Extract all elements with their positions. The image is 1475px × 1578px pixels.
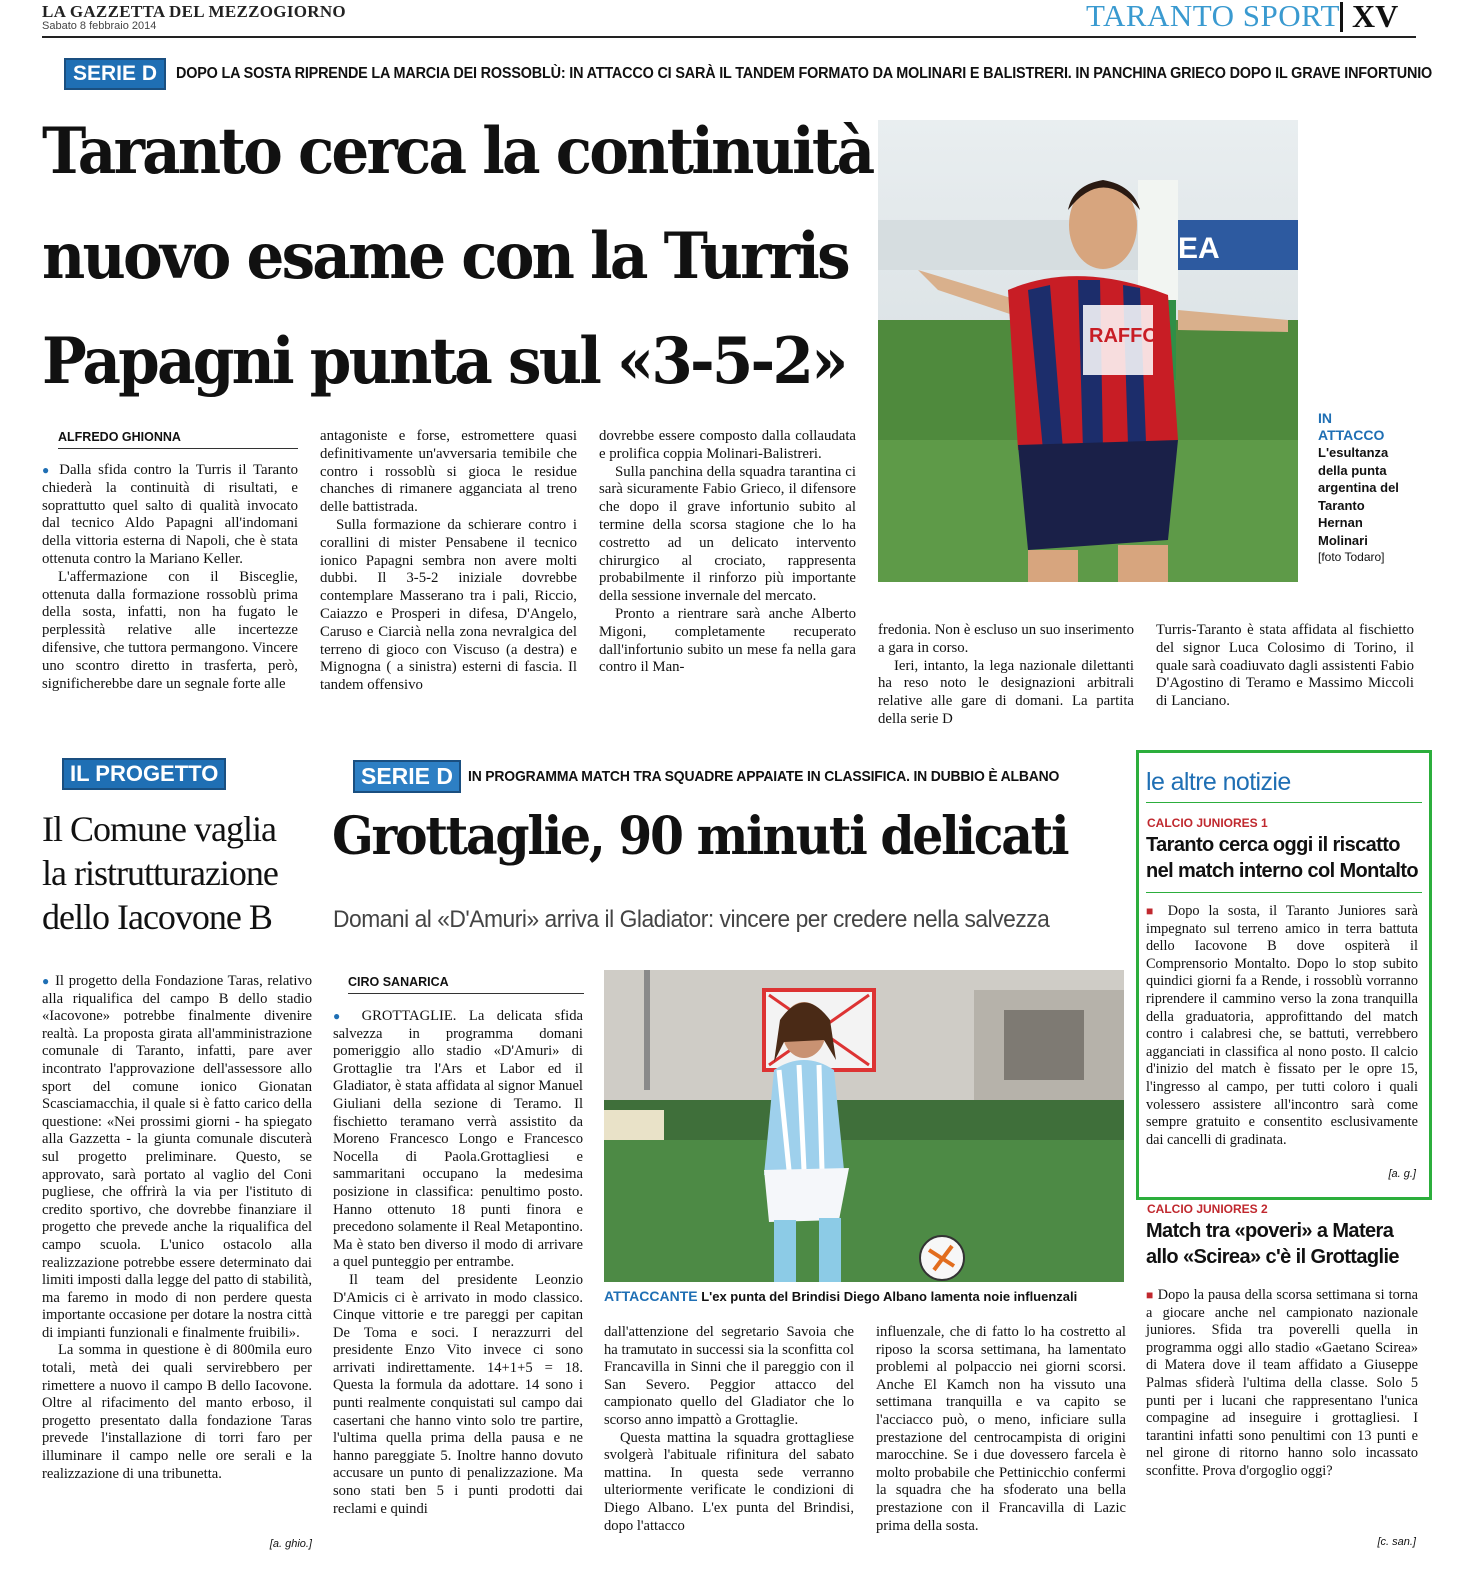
caption-text: L'ex punta del Brindisi Diego Albano lamenta noie influenzali [701, 1289, 1078, 1304]
paragraph: dall'attenzione del segretario Savoia che ha tramutato in successi sia la sconfitta col Francavilla in Sinni che il pareggio con il San Severo. Peggior attacco del campionato quello del Gladiator che lo scorso anno impattò a Grottaglie. [604, 1324, 854, 1428]
sidebar-title: le altre notizie [1146, 768, 1291, 796]
paragraph: Sulla panchina della squadra tarantina ci sarà sicuramente Fabio Grieco, il difensore che dopo il grave infortunio subito al termine della scorsa stagione che lo ha costretto ad un delicato intervento chirurgico al crociato, rappresenta probabilmente il rinforzo più importante della sessione invernale del mercato. [599, 463, 856, 605]
article-column [42, 973, 312, 1483]
paragraph: Dopo la pausa della scorsa settimana si torna a giocare anche nel campionato nazionale juniores. Sfida tra poverelli quella in programma oggi allo stadio «Gaetano Scirea» di Matera dove il team affidato a Giuseppe Palmas sfiderà l'ultima della classe. Solo 5 punti per i lucani che rappresentano l'unica compagine ad inseguire i grottagliesi. I tarantini infatti sono penultimi con 13 punti e nel girone di ritorno hanno solo incassato sconfitte. Prova d'orgoglio oggi? [1146, 1287, 1419, 1479]
masthead-rule [42, 36, 1416, 38]
byline: CIRO SANARICA [348, 975, 584, 994]
caption-line: argentina del [1318, 480, 1399, 495]
article-column-2 [604, 1324, 854, 1535]
author-initials: [c. san.] [1377, 1536, 1416, 1548]
headline-line-1: Taranto cerca la continuità [42, 114, 873, 189]
headline-line-1: Il Comune vaglia [42, 809, 276, 849]
issue-date: Sabato 8 febbraio 2014 [42, 20, 157, 32]
news-kicker: CALCIO JUNIORES 2 [1147, 1202, 1268, 1216]
bullet-square-icon: ■ [1146, 904, 1159, 918]
page-number: XV [1352, 0, 1399, 34]
bullet-dot-icon: ● [333, 1009, 350, 1023]
article-column-2 [320, 428, 577, 695]
headline-line: allo «Scirea» c'è il Grottaglie [1146, 1246, 1399, 1268]
article-column-1 [333, 1008, 583, 1518]
photo-credit: [foto Todaro] [1318, 550, 1385, 564]
section-title: TARANTO SPORT [1086, 0, 1340, 33]
paragraph: Turris-Taranto è stata affidata al fischietto del signor Luca Colosimo di Torino, il quale sarà coadiuvato dagli assistenti Fabio D'Agostino di Teramo e Massimo Miccoli di Lanciano. [1156, 622, 1414, 710]
subheadline: Domani al «D'Amuri» arriva il Gladiator: vincere per credere nella salvezza [333, 906, 1050, 933]
paragraph: La somma in questione è di 800mila euro totali, metà dei quali servirebbero per rimettere a nuovo il campo B dello Iacovone. Oltre al rifacimento del manto erboso, il progetto presentato dalla fondazione Taras prevede l'installazione di torri faro per illuminare il campo nelle ore serali e la realizzazione di una tribunetta. [42, 1342, 312, 1482]
headline-line-2: la ristrutturazione [42, 853, 278, 893]
headline-line: nel match interno col Montalto [1146, 860, 1419, 882]
news-headline [1146, 1218, 1399, 1270]
paragraph: L'affermazione con il Bisceglie, ottenuta dalla formazione rossoblù prima della sosta, infatti, non ha fugato le perplessità relative alle incertezze difensive, che tuttora permangono. Vincere uno scontro diretto in trasferta, però, significherebbe dare un segnale forte alle [42, 568, 298, 692]
headline-line-2: nuovo esame con la Turris [42, 219, 848, 294]
article-kicker: DOPO LA SOSTA RIPRENDE LA MARCIA DEI ROSSOBLÙ: IN ATTACCO CI SARÀ IL TANDEM FORMATO DA MOLINARI E BALISTRERI. IN PANCHINA GRIECO DOPO IL GRAVE INFORTUNIO [176, 65, 1433, 82]
il-progetto-badge: IL PROGETTO [62, 758, 226, 790]
author-initials: [a. ghio.] [269, 1538, 312, 1550]
serie-d-badge: SERIE D [353, 760, 461, 793]
news-body [1146, 903, 1418, 1149]
headline-line: Taranto cerca oggi il riscatto [1146, 834, 1400, 856]
caption-kicker: ATTACCANTE [604, 1288, 698, 1304]
caption-kicker: ATTACCO [1318, 427, 1385, 443]
headline-line-3: dello Iacovone B [42, 897, 272, 937]
news-headline [1146, 832, 1418, 884]
sidebar-rule [1146, 892, 1422, 893]
bullet-dot-icon: ● [42, 463, 53, 477]
paragraph: Ieri, intanto, la lega nazionale dilettanti ha reso noto le designazioni arbitrali relative alle gare di domani. La partita della serie D [878, 657, 1134, 727]
article-kicker: IN PROGRAMMA MATCH TRA SQUADRE APPAIATE IN CLASSIFICA. IN DUBBIO È ALBANO [468, 768, 1060, 785]
article-column-4 [878, 622, 1134, 729]
paragraph: Questa mattina la squadra grottagliese svolgerà l'abituale rifinitura del sabato mattina. In questa sede verranno ulteriormente verificate le condizioni di Diego Albano. L'ex punta del Brindisi, dopo l'attacco [604, 1429, 854, 1534]
newspaper-name: LA GAZZETTA DEL MEZZOGIORNO [42, 2, 346, 21]
paragraph: Il progetto della Fondazione Taras, relativo alla riqualifica del campo B dello stadio «Iacovone» potrebbe finalmente divenire realtà. La proposta girata all'amministrazione comunale di Taranto, infatti, pare aver incontrato l'approvazione dell'assessore allo sport del comune ionico Gionatan Scasciamacchia, il quale si è fatto carico della questione: «Nei prossimi giorni - ha spiegato alla Gazzetta - la giunta comunale discuterà sul progetto preliminare. Questo, se approvato, sarà portato al vaglio del Coni pugliese, che offrirà la via per l'istituto di credito sportivo, che dovrebbe finanziare il progetto che prevede anche la riqualifica del campo scuola. L'unico ostacolo alla realizzazione potrebbe essere determinato dai limiti imposti dalla legge del patto di stabilità, ma faremo in modo di non perdere questa importante occasione per dotare la nostra città di impianti funzionali e finalmente fruibili». [42, 973, 313, 1341]
paragraph: influenzale, che di fatto lo ha costretto al riposo la scorsa settimana, ha lamentato problemi al polpaccio nei giorni scorsi. Anche El Kamch non ha vissuto una settimana tranquilla e va capito se l'acciacco può, o meno, inficiare sulla prestazione del centrocampista di origini marocchine. Se i due dovessero farcela è molto probabile che Pettinicchio confermi la squadra che ha sfoderato una bella prestazione con il Francavilla di Lazic prima della sosta. [876, 1324, 1126, 1534]
sidebar-rule [1146, 802, 1422, 803]
news-kicker: CALCIO JUNIORES 1 [1147, 816, 1268, 830]
paragraph: GROTTAGLIE. La delicata sfida salvezza in programma domani pomeriggio allo stadio «D'Amuri» di Grottaglie tra l'Ars et Labor ed il Gladiator, è stata affidata al signor Manuel Giuliani della sezione di Teramo. Il fischietto teramano verrà assistito da Moreno Francesco Longo e Francesco Nocella di Paola.Grottagliesi e sammaritani occupano la medesima posizione in classifica: penultimo posto. Hanno ottenuto 18 punti finora e precedono solamente il Real Metapontino. Ma è stato ben diverso il modo di arrivare a quel punteggio per entrambe. [333, 1008, 584, 1271]
paragraph: Il team del presidente Leonzio D'Amicis ci è arrivato in modo classico. Cinque vittorie e tre pareggi per capitan De Toma e soci. I nerazzurri del presidente Enzo Vito invece ci sono arrivati indirettamente. 14+1+5 = 18. Questa la formula da adottare. 14 sono i punti realmente conquistati sul campo dai casertani che hanno vinto solo tre partire, l'ultima quella prima della pausa e ne hanno pareggiate 5. Inoltre hanno dovuto accusare un punto di penalizzazione. Ma sono stati ben 5 i punti prodotti dai reclami e quindi [333, 1271, 583, 1517]
svg-text:RAFFO: RAFFO [1089, 325, 1158, 347]
caption-line: Taranto [1318, 497, 1365, 513]
photo-caption [604, 1288, 1124, 1304]
byline: ALFREDO GHIONNA [58, 430, 298, 449]
paragraph: Dopo la sosta, il Taranto Juniores sarà impegnato sul terreno amico in terra battuta dello Iacovone B dove ospiterà il Comprensorio Montalto. Dopo lo stop subito quindici giorni fa a Rende, i rossoblù vorranno riprendere il cammino verso la zona tranquilla della graduatoria, approfittando del match contro i calabresi che, se battuti, verrebbero agganciati in classifica al nono posto. Il calcio d'inizio del match è fissato per le opre 15, l'ingresso al campo, per tutti coloro i quali volessero assistere all'incontro sarà come sempre gratuito e consentito esclusivamente dai cancelli di gradinata. [1146, 903, 1419, 1148]
caption-kicker: IN [1318, 410, 1332, 426]
caption-line: L'esultanza [1318, 445, 1389, 460]
paragraph: Pronto a rientrare sarà anche Alberto Migoni, completamente recuperato dall'infortunio subito un mese fa nella gara contro il Man- [599, 605, 856, 676]
news-body [1146, 1287, 1418, 1481]
serie-d-badge: SERIE D [64, 58, 166, 90]
article-column-3 [599, 428, 856, 677]
article-column-3 [876, 1324, 1126, 1535]
player-celebration-photo [878, 120, 1298, 582]
caption-line: Molinari [1318, 532, 1368, 548]
paragraph: dovrebbe essere composto dalla collaudata e prolifica coppia Molinari-Balistreri. [599, 428, 856, 462]
headline: Grottaglie, 90 minuti delicati [332, 806, 1068, 867]
svg-text:EA: EA [1178, 232, 1220, 265]
caption-line: Hernan [1318, 515, 1363, 530]
paragraph: fredonia. Non è escluso un suo inserimento a gara in corso. [878, 622, 1135, 656]
caption-line: della punta [1318, 462, 1387, 478]
photo-caption [1318, 410, 1418, 567]
article-column-5 [1156, 622, 1414, 711]
section-divider [1340, 2, 1343, 32]
bullet-square-icon: ■ [1146, 1288, 1154, 1302]
author-initials: [a. g.] [1388, 1168, 1416, 1180]
player-action-photo [604, 970, 1124, 1282]
article-column-1 [42, 462, 298, 693]
headline-line: Match tra «poveri» a Matera [1146, 1220, 1394, 1242]
bullet-dot-icon: ● [42, 974, 51, 988]
paragraph: antagoniste e forse, estromettere quasi definitivamente un'avversaria temibile che contro i rossoblù si gioca le residue chanches di rimanere agganciata al treno delle battistrada. [320, 428, 577, 516]
paragraph: Dalla sfida contro la Turris il Taranto chiederà la continuità di risultati, e soprattutto quel salto di qualità invocato dal tecnico Aldo Papagni all'indomani della vittoria esterna di Napoli, che è stata ottenuta contro la Mariano Keller. [42, 462, 298, 567]
headline-line-3: Papagni punta sul «3-5-2» [42, 324, 846, 399]
paragraph: Sulla formazione da schierare contro i corallini di mister Pensabene il tecnico ionico Papagni sembra non avere molti dubbi. Il 3-5-2 iniziale dovrebbe contemplare Masserano tra i pali, Riccio, Caiazzo e Prosperi in difesa, D'Angelo, Caruso e Ciarcià nella zona nevralgica del terreno di gioco con Viscuso (a destra) e Mignogna ( a sinistra) esterni di fascia. Il tandem offensivo [320, 516, 577, 694]
